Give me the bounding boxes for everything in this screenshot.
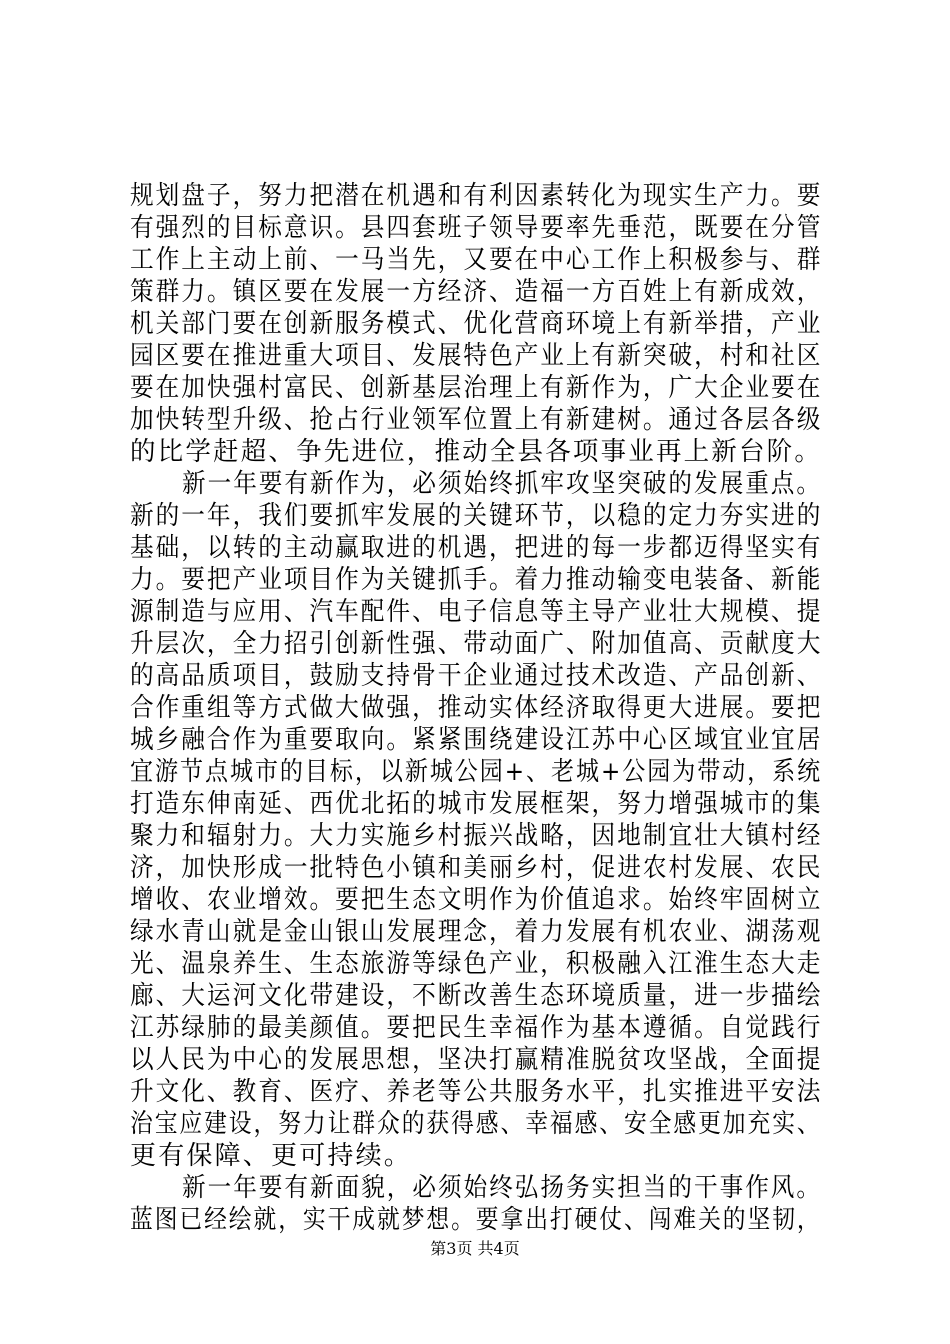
text-line: 加快转型升级、抢占行业领军位置上有新建树。通过各层各级 [130, 405, 823, 435]
text-line: 源制造与应用、汽车配件、电子信息等主导产业壮大规模、提 [130, 597, 823, 627]
text-line: 策群力。镇区要在发展一方经济、造福一方百姓上有新成效， [130, 277, 823, 307]
text-line: 力。要把产业项目作为关键抓手。着力推动输变电装备、新能 [130, 565, 823, 595]
text-line: 治宝应建设，努力让群众的获得感、幸福感、安全感更加充实、 [130, 1109, 822, 1139]
text-line: 升文化、教育、医疗、养老等公共服务水平，扎实推进平安法 [130, 1077, 823, 1107]
text-line: 更有保障、更可持续。 [130, 1141, 413, 1171]
text-line: 绿水青山就是金山银山发展理念，着力发展有机农业、湖荡观 [130, 917, 823, 947]
text-line: 聚力和辐射力。大力实施乡村振兴战略，因地制宜壮大镇村经 [130, 821, 823, 851]
text-line: 以人民为中心的发展思想，坚决打赢精准脱贫攻坚战，全面提 [130, 1045, 823, 1075]
page-footer: 第3页 共4页 [430, 1239, 520, 1258]
text-line: 基础，以转的主动赢取进的机遇，把进的每一步都迈得坚实有 [130, 533, 823, 563]
text-line: 廊、大运河文化带建设，不断改善生态环境质量，进一步描绘 [130, 981, 823, 1011]
text-line: 光、温泉养生、生态旅游等绿色产业，积极融入江淮生态大走 [130, 949, 823, 979]
text-line: 机关部门要在创新服务模式、优化营商环境上有新举措，产业 [130, 309, 823, 339]
text-line: 园区要在推进重大项目、发展特色产业上有新突破，村和社区 [130, 341, 823, 371]
text-line: 有强烈的目标意识。县四套班子领导要率先垂范，既要在分管 [130, 213, 823, 243]
text-line: 增收、农业增效。要把生态文明作为价值追求。始终牢固树立 [130, 885, 823, 915]
text-line: 济，加快形成一批特色小镇和美丽乡村，促进农村发展、农民 [130, 853, 823, 883]
paragraph-start-line: 新一年要有新作为，必须始终抓牢攻坚突破的发展重点。 [182, 469, 823, 499]
text-line: 蓝图已经绘就，实干成就梦想。要拿出打硬仗、闯难关的坚韧， [130, 1205, 822, 1235]
text-line: 升层次，全力招引创新性强、带动面广、附加值高、贡献度大 [130, 629, 823, 659]
text-line: 宜游节点城市的目标，以新城公园+、老城+公园为带动，系统 [130, 757, 823, 787]
text-line: 的比学赶超、争先进位，推动全县各项事业再上新台阶。 [130, 437, 823, 467]
text-line: 规划盘子，努力把潜在机遇和有利因素转化为现实生产力。要 [130, 181, 823, 211]
text-line: 工作上主动上前、一马当先，又要在中心工作上积极参与、群 [130, 245, 823, 275]
text-line: 合作重组等方式做大做强，推动实体经济取得更大进展。要把 [130, 693, 823, 723]
paragraph-start-line: 新一年要有新面貌，必须始终弘扬务实担当的干事作风。 [182, 1173, 823, 1203]
text-line: 城乡融合作为重要取向。紧紧围绕建设江苏中心区域宜业宜居 [130, 725, 823, 755]
text-line: 要在加快强村富民、创新基层治理上有新作为，广大企业要在 [130, 373, 823, 403]
text-line: 的高品质项目，鼓励支持骨干企业通过技术改造、产品创新、 [130, 661, 823, 691]
text-line: 打造东伸南延、西优北拓的城市发展框架，努力增强城市的集 [130, 789, 823, 819]
text-line: 新的一年，我们要抓牢发展的关键环节，以稳的定力夯实进的 [130, 501, 823, 531]
text-line: 江苏绿肺的最美颜值。要把民生幸福作为基本遵循。自觉践行 [130, 1013, 823, 1043]
